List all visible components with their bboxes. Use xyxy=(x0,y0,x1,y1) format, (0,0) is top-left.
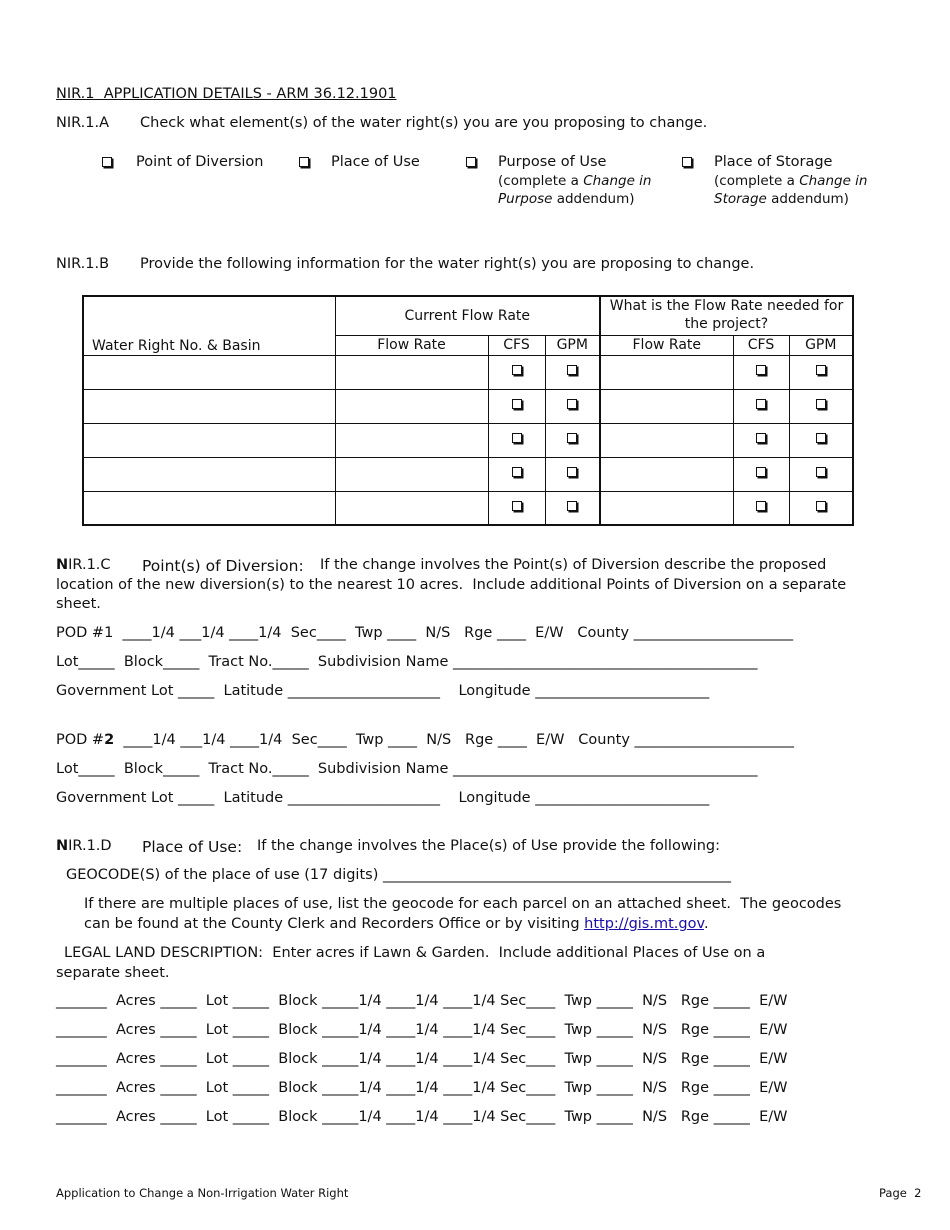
storage-note-pre: (complete a xyxy=(714,173,800,189)
legal-description-line1: LEGAL LAND DESCRIPTION: Enter acres if Lawn & Garden. Include additional Places of Use on a xyxy=(64,945,766,961)
storage-note-post: addendum) xyxy=(766,191,849,207)
current-gpm-cell xyxy=(545,457,600,491)
needed-cfs-checkbox[interactable] xyxy=(756,433,766,443)
purpose-note-pre: (complete a xyxy=(498,173,584,189)
current-flow-cell[interactable] xyxy=(335,355,488,389)
pod2-lot-line[interactable]: Lot_____ Block_____ Tract No._____ Subdivision Name __________________________________________ xyxy=(56,761,758,777)
needed-cfs-subheader: CFS xyxy=(733,335,789,355)
nir-1c-text-line2: location of the new diversion(s) to the nearest 10 acres. Include additional Points of Diversion on a separate xyxy=(56,577,847,593)
needed-cfs-cell xyxy=(733,355,789,389)
table-row xyxy=(83,355,853,389)
place-of-use-row[interactable]: _______ Acres _____ Lot _____ Block _____1/4 ____1/4 ____1/4 Sec____ Twp _____ N/S Rge _____ E/W xyxy=(56,1022,788,1038)
place-of-use-row[interactable]: _______ Acres _____ Lot _____ Block _____1/4 ____1/4 ____1/4 Sec____ Twp _____ N/S Rge _____ E/W xyxy=(56,1080,788,1096)
water-right-cell[interactable] xyxy=(83,423,335,457)
needed-gpm-checkbox[interactable] xyxy=(816,399,826,409)
needed-cfs-checkbox[interactable] xyxy=(756,365,766,375)
nir-1d-label-n: N xyxy=(56,838,69,854)
pod1-lot-line[interactable]: Lot_____ Block_____ Tract No._____ Subdivision Name __________________________________________ xyxy=(56,654,758,670)
current-gpm-cell xyxy=(545,389,600,423)
current-gpm-checkbox[interactable] xyxy=(567,501,577,511)
geocode-note-line2 xyxy=(84,915,709,934)
current-cfs-cell xyxy=(488,355,545,389)
current-gpm-cell xyxy=(545,355,600,389)
purpose-checkbox[interactable] xyxy=(466,157,476,167)
nir-1c-label-n: N xyxy=(56,557,69,573)
current-cfs-cell xyxy=(488,389,545,423)
needed-gpm-cell xyxy=(789,457,853,491)
nir-1a-label: NIR.1.A xyxy=(56,115,110,131)
needed-gpm-cell xyxy=(789,355,853,389)
nir-1c-label xyxy=(56,556,111,575)
current-gpm-subheader: GPM xyxy=(545,335,600,355)
purpose-note-line1 xyxy=(498,172,651,190)
current-cfs-checkbox[interactable] xyxy=(512,365,522,375)
current-gpm-checkbox[interactable] xyxy=(567,399,577,409)
needed-flow-cell[interactable] xyxy=(600,491,733,525)
current-cfs-cell xyxy=(488,457,545,491)
nir-1d-heading: Place of Use: xyxy=(142,838,243,856)
needed-gpm-cell xyxy=(789,423,853,457)
current-gpm-checkbox[interactable] xyxy=(567,467,577,477)
pod2-location-line[interactable] xyxy=(56,731,794,750)
needed-flow-rate-subheader: Flow Rate xyxy=(600,335,733,355)
flow-rate-table xyxy=(82,295,854,526)
current-cfs-cell xyxy=(488,491,545,525)
purpose-note-italic: Change in xyxy=(583,173,652,189)
purpose-note-post: addendum) xyxy=(552,191,635,207)
current-cfs-checkbox[interactable] xyxy=(512,399,522,409)
current-flow-cell[interactable] xyxy=(335,389,488,423)
needed-flow-cell[interactable] xyxy=(600,423,733,457)
nir-1a-text: Check what element(s) of the water right(s) you are you proposing to change. xyxy=(140,115,708,131)
place-of-use-row[interactable]: _______ Acres _____ Lot _____ Block _____1/4 ____1/4 ____1/4 Sec____ Twp _____ N/S Rge _____ E/W xyxy=(56,1109,788,1125)
storage-option-label: Place of Storage xyxy=(714,154,833,170)
table-row xyxy=(83,389,853,423)
nir-1c-label-rest: IR.1.C xyxy=(68,557,111,573)
pod1-location-line[interactable]: POD #1 ____1/4 ___1/4 ____1/4 Sec____ Twp ____ N/S Rge ____ E/W County ______________________ xyxy=(56,625,794,641)
pod-checkbox[interactable] xyxy=(102,157,112,167)
nir-1d-text: If the change involves the Place(s) of Use provide the following: xyxy=(257,838,720,854)
water-right-cell[interactable] xyxy=(83,389,335,423)
needed-gpm-checkbox[interactable] xyxy=(816,501,826,511)
current-cfs-checkbox[interactable] xyxy=(512,467,522,477)
pod2-gov-lot-line[interactable]: Government Lot _____ Latitude _____________________ Longitude ________________________ xyxy=(56,790,710,806)
current-gpm-cell xyxy=(545,491,600,525)
geocode-note-text: can be found at the County Clerk and Recorders Office or by visiting xyxy=(84,916,585,932)
current-flow-cell[interactable] xyxy=(335,491,488,525)
pou-checkbox[interactable] xyxy=(299,157,309,167)
current-gpm-checkbox[interactable] xyxy=(567,433,577,443)
gis-link[interactable]: http://gis.mt.gov xyxy=(584,916,704,932)
current-cfs-checkbox[interactable] xyxy=(512,501,522,511)
footer-page-number: Page 2 xyxy=(879,1186,922,1200)
current-flow-rate-subheader: Flow Rate xyxy=(335,335,488,355)
table-row xyxy=(83,423,853,457)
geocode-note-line1: If there are multiple places of use, list the geocode for each parcel on an attached sheet. The geocodes xyxy=(84,896,842,912)
storage-checkbox[interactable] xyxy=(682,157,692,167)
needed-gpm-checkbox[interactable] xyxy=(816,365,826,375)
pod1-gov-lot-line[interactable]: Government Lot _____ Latitude _____________________ Longitude ________________________ xyxy=(56,683,710,699)
needed-cfs-checkbox[interactable] xyxy=(756,467,766,477)
purpose-note-line2 xyxy=(498,190,635,208)
table-row xyxy=(83,491,853,525)
pou-option-label: Place of Use xyxy=(331,154,420,170)
needed-cfs-cell xyxy=(733,457,789,491)
nir-1c-text-line3: sheet. xyxy=(56,596,101,612)
needed-flow-cell[interactable] xyxy=(600,457,733,491)
needed-cfs-checkbox[interactable] xyxy=(756,399,766,409)
footer-form-title: Application to Change a Non-Irrigation Water Right xyxy=(56,1186,349,1200)
place-of-use-row[interactable]: _______ Acres _____ Lot _____ Block _____1/4 ____1/4 ____1/4 Sec____ Twp _____ N/S Rge _____ E/W xyxy=(56,1051,788,1067)
needed-flow-cell[interactable] xyxy=(600,389,733,423)
needed-cfs-checkbox[interactable] xyxy=(756,501,766,511)
current-cfs-cell xyxy=(488,423,545,457)
current-cfs-subheader: CFS xyxy=(488,335,545,355)
needed-cfs-cell xyxy=(733,423,789,457)
geocode-line[interactable]: GEOCODE(S) of the place of use (17 digits) ________________________________________________ xyxy=(66,867,731,883)
current-flow-cell[interactable] xyxy=(335,457,488,491)
current-flow-header: Current Flow Rate xyxy=(335,296,600,335)
nir-1b-label: NIR.1.B xyxy=(56,256,110,272)
needed-gpm-checkbox[interactable] xyxy=(816,467,826,477)
current-gpm-cell xyxy=(545,423,600,457)
needed-gpm-checkbox[interactable] xyxy=(816,433,826,443)
needed-gpm-cell xyxy=(789,491,853,525)
legal-description-line2: separate sheet. xyxy=(56,965,170,981)
needed-gpm-cell xyxy=(789,389,853,423)
place-of-use-row[interactable]: _______ Acres _____ Lot _____ Block _____1/4 ____1/4 ____1/4 Sec____ Twp _____ N/S Rge _____ E/W xyxy=(56,993,788,1009)
purpose-note-italic2: Purpose xyxy=(498,191,553,207)
storage-note-line2 xyxy=(714,190,849,208)
table-row xyxy=(83,457,853,491)
current-gpm-checkbox[interactable] xyxy=(567,365,577,375)
water-right-cell[interactable] xyxy=(83,491,335,525)
purpose-option-label: Purpose of Use xyxy=(498,154,607,170)
nir-1b-text: Provide the following information for the water right(s) you are proposing to change. xyxy=(140,256,755,272)
pod2-number: 2 xyxy=(104,732,115,748)
col-water-right-header: Water Right No. & Basin xyxy=(83,296,335,355)
storage-note-line1 xyxy=(714,172,867,190)
geocode-note-end: . xyxy=(703,916,709,932)
needed-gpm-subheader: GPM xyxy=(789,335,853,355)
storage-note-italic2: Storage xyxy=(714,191,767,207)
needed-cfs-cell xyxy=(733,389,789,423)
pod-option-label: Point of Diversion xyxy=(136,154,264,170)
current-cfs-checkbox[interactable] xyxy=(512,433,522,443)
water-right-cell[interactable] xyxy=(83,355,335,389)
nir-1d-label xyxy=(56,837,112,856)
current-flow-cell[interactable] xyxy=(335,423,488,457)
storage-note-italic: Change in xyxy=(799,173,868,189)
pod2-prefix: POD # xyxy=(56,732,105,748)
needed-flow-header: What is the Flow Rate needed for the project? xyxy=(600,296,853,335)
nir-1c-heading: Point(s) of Diversion: xyxy=(142,557,304,575)
water-right-cell[interactable] xyxy=(83,457,335,491)
pod2-location-fields: ____1/4 ___1/4 ____1/4 Sec____ Twp ____ N/S Rge ____ E/W County ______________________ xyxy=(114,732,795,748)
needed-flow-cell[interactable] xyxy=(600,355,733,389)
section-title: NIR.1 APPLICATION DETAILS - ARM 36.12.1901 xyxy=(56,86,397,102)
nir-1c-text-line1: If the change involves the Point(s) of Diversion describe the proposed xyxy=(320,557,827,573)
needed-cfs-cell xyxy=(733,491,789,525)
nir-1d-label-rest: IR.1.D xyxy=(68,838,112,854)
